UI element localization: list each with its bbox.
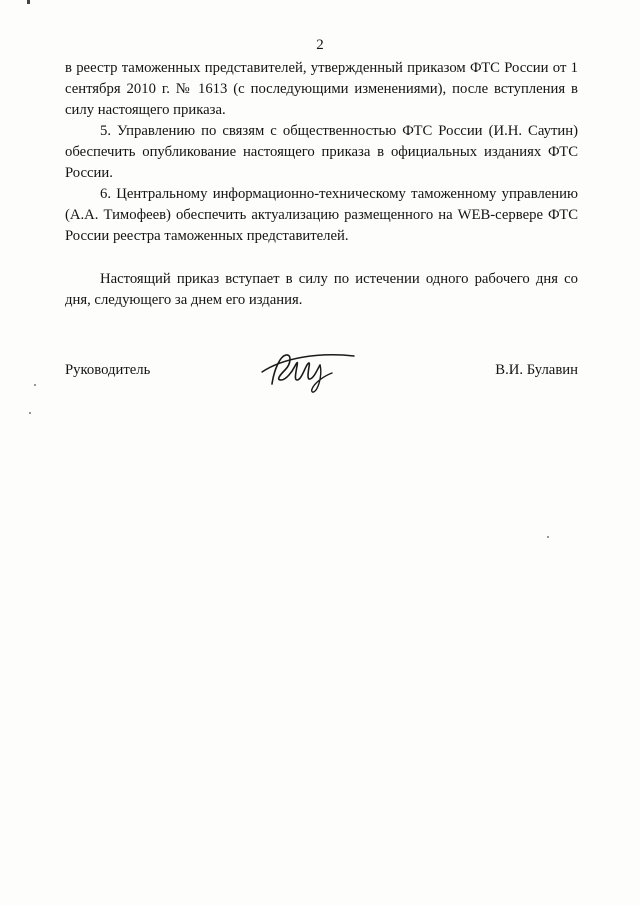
paragraph-item-5: 5. Управлению по связям с общественностью ФТС России (И.Н. Саутин) обеспечить опубликование настоящего приказа в официальных изданиях ФТС России.	[65, 123, 578, 181]
signature-block	[65, 352, 578, 401]
signature-name: В.И. Булавин	[495, 362, 578, 378]
paragraph-item-6: 6. Центральному информационно-техническому таможенному управлению (А.А. Тимофеев) обеспечить актуализацию размещенного на WEB-сервере ФТС России реестра таможенных представителей.	[65, 186, 578, 244]
scan-speck	[547, 536, 549, 538]
scan-speck	[34, 384, 36, 386]
document-body	[65, 58, 578, 311]
signature-role-label: Руководитель	[65, 362, 151, 378]
paragraph-entry-into-force: Настоящий приказ вступает в силу по истечении одного рабочего дня со дня, следующего за днем его издания.	[65, 271, 578, 308]
scan-speck	[29, 412, 31, 414]
page-number: 2	[316, 37, 324, 53]
scan-artifact	[27, 0, 30, 4]
handwritten-signature	[258, 346, 368, 401]
paragraph-continuation: в реестр таможенных представителей, утвержденный приказом ФТС России от 1 сентября 2010 г. № 1613 (с последующими изменениями), после вступления в силу настоящего приказа.	[65, 60, 578, 118]
